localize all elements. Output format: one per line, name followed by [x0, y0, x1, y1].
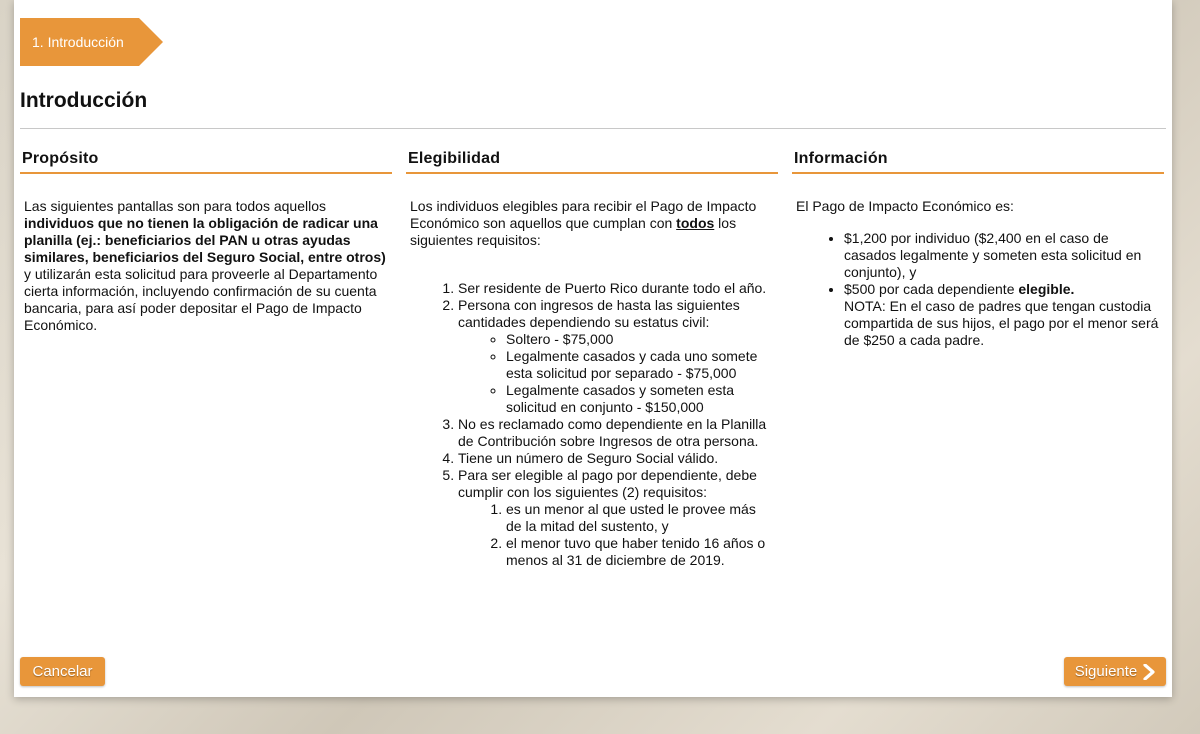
proposito-section [20, 146, 392, 334]
elegibilidad-intro-2: los siguientes requisitos: [410, 215, 737, 248]
list-item-text: $500 por cada dependiente [844, 281, 1019, 297]
list-item: 1. es un menor al que usted le provee más de la mitad del sustento, y [506, 501, 774, 535]
list-item-note: NOTA: En el caso de padres que tengan custodia compartida de sus hijos, el pago por el menor será de $250 a cada padre. [844, 298, 1159, 348]
payment-list [796, 230, 1160, 349]
list-item [458, 467, 774, 569]
income-sublist [458, 331, 774, 416]
divider [20, 128, 1166, 129]
informacion-intro: El Pago de Impacto Económico es: [796, 198, 1014, 214]
list-item: 3. No es reclamado como dependiente en la Planilla de Contribución sobre Ingresos de otra persona. [458, 416, 774, 450]
elegibilidad-intro-1: Los individuos elegibles para recibir el Pago de Impacto Económico son aquellos que cumplan con [410, 198, 757, 231]
list-item-bold: elegible. [1018, 281, 1075, 297]
cancel-button-label: Cancelar [32, 663, 93, 680]
main-panel [14, 0, 1172, 697]
informacion-heading: Información [792, 146, 1164, 174]
list-item-text: Persona con ingresos de hasta las siguientes cantidades dependiendo su estatus civil: [458, 297, 740, 330]
step-label: 1. Introducción [20, 18, 139, 66]
list-item [844, 281, 1160, 349]
list-item: ◦ Soltero - $75,000 [506, 331, 774, 348]
step-arrow [139, 18, 163, 66]
list-item-text: Para ser elegible al pago por dependiente, debe cumplir con los siguientes (2) requisitos: [458, 467, 757, 500]
proposito-text-1: Las siguientes pantallas son para todos aquellos [24, 198, 326, 214]
list-item: 4. Tiene un número de Seguro Social válido. [458, 450, 774, 467]
list-item [458, 297, 774, 416]
list-item: ◦ Legalmente casados y someten esta solicitud en conjunto - $150,000 [506, 382, 774, 416]
list-item: 2. el menor tuvo que haber tenido 16 años o menos al 31 de diciembre de 2019. [506, 535, 774, 569]
proposito-text-2: y utilizarán esta solicitud para proveerle al Departamento cierta información, incluyendo confirmación de su cuenta bancaria, para así poder depositar el Pago de Impacto Económico. [24, 266, 378, 333]
dependent-sublist [458, 501, 774, 569]
elegibilidad-intro [410, 198, 774, 249]
requirements-list [410, 280, 774, 569]
cancel-button[interactable] [20, 657, 105, 686]
informacion-section [792, 146, 1164, 349]
proposito-text [24, 198, 388, 334]
elegibilidad-intro-bold: todos [676, 215, 715, 231]
elegibilidad-section [406, 146, 778, 569]
page-title: Introducción [20, 89, 148, 112]
chevron-right-icon [1143, 664, 1155, 680]
list-item: • $1,200 por individuo ($2,400 en el caso de casados legalmente y someten esta solicitud en conjunto), y [844, 230, 1160, 281]
step-indicator-1 [20, 18, 163, 66]
proposito-bold: individuos que no tienen la obligación de radicar una planilla (ej.: beneficiarios del PAN u otras ayudas similares, beneficiarios del Seguro Social, entre otros) [24, 215, 386, 265]
list-item: ◦ Legalmente casados y cada uno somete esta solicitud por separado - $75,000 [506, 348, 774, 382]
elegibilidad-heading: Elegibilidad [406, 146, 778, 174]
next-button-label: Siguiente [1074, 663, 1138, 680]
proposito-heading: Propósito [20, 146, 392, 174]
next-button[interactable] [1064, 657, 1166, 686]
list-item: 1. Ser residente de Puerto Rico durante todo el año. [458, 280, 774, 297]
